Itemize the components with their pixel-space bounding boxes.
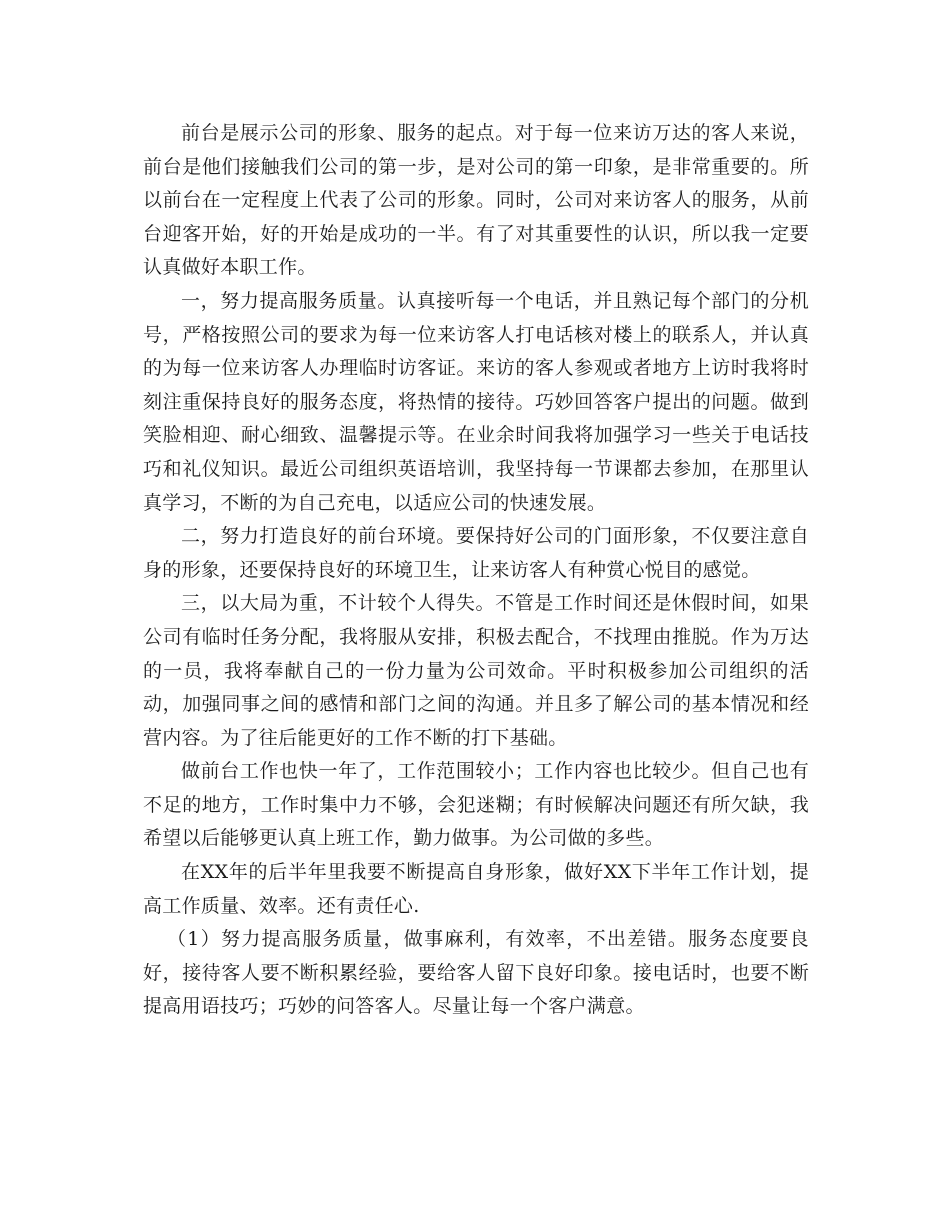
paragraph-self-reflection: 做前台工作也快一年了，工作范围较小；工作内容也比较少。但自己也有不足的地方，工作时集中力不够，会犯迷糊；有时候解决问题还有所欠缺，我希望以后能够更认真上班工作，勤力做事。为公司做的多些。 [143, 760, 809, 850]
paragraph-second-half-plan: 在XX年的后半年里我要不断提高自身形象，做好XX下半年工作计划，提高工作质量、效率。还有责任心. [143, 861, 809, 917]
paragraph-intro: 前台是展示公司的形象、服务的起点。对于每一位来访万达的客人来说，前台是他们接触我们公司的第一步，是对公司的第一印象，是非常重要的。所以前台在一定程度上代表了公司的形象。同时，公司对来访客人的服务，从前台迎客开始，好的开始是成功的一半。有了对其重要性的认识，所以我一定要认真做好本职工作。 [143, 122, 809, 279]
paragraph-service-quality: 一，努力提高服务质量。认真接听每一个电话，并且熟记每个部门的分机号，严格按照公司的要求为每一位来访客人打电话核对楼上的联系人，并认真的为每一位来访客人办理临时访客证。来访的客人参观或者地方上访时我将时刻注重保持良好的服务态度，将热情的接待。巧妙回答客户提出的问题。做到笑脸相迎、耐心细致、温馨提示等。在业余时间我将加强学习一些关于电话技巧和礼仪知识。最近公司组织英语培训，我坚持每一节课都去参加，在那里认真学习，不断的为自己充电，以适应公司的快速发展。 [143, 289, 809, 514]
paragraph-big-picture: 三，以大局为重，不计较个人得失。不管是工作时间还是休假时间，如果公司有临时任务分配，我将服从安排，积极去配合，不找理由推脱。作为万达的一员，我将奉献自己的一份力量为公司效命。平时积极参加公司组织的活动，加强同事之间的感情和部门之间的沟通。并且多了解公司的基本情况和经营内容。为了往后能更好的工作不断的打下基础。 [143, 592, 809, 749]
paragraph-plan-item-1: （1）努力提高服务质量，做事麻利，有效率，不出差错。服务态度要良好，接待客人要不断积累经验，要给客人留下良好印象。接电话时，也要不断提高用语技巧；巧妙的问答客人。尽量让每一个客户满意。 [143, 928, 809, 1018]
document-body [143, 117, 809, 1024]
paragraph-front-desk-environment: 二，努力打造良好的前台环境。要保持好公司的门面形象，不仅要注意自身的形象，还要保持良好的环境卫生，让来访客人有种赏心悦目的感觉。 [143, 525, 809, 581]
